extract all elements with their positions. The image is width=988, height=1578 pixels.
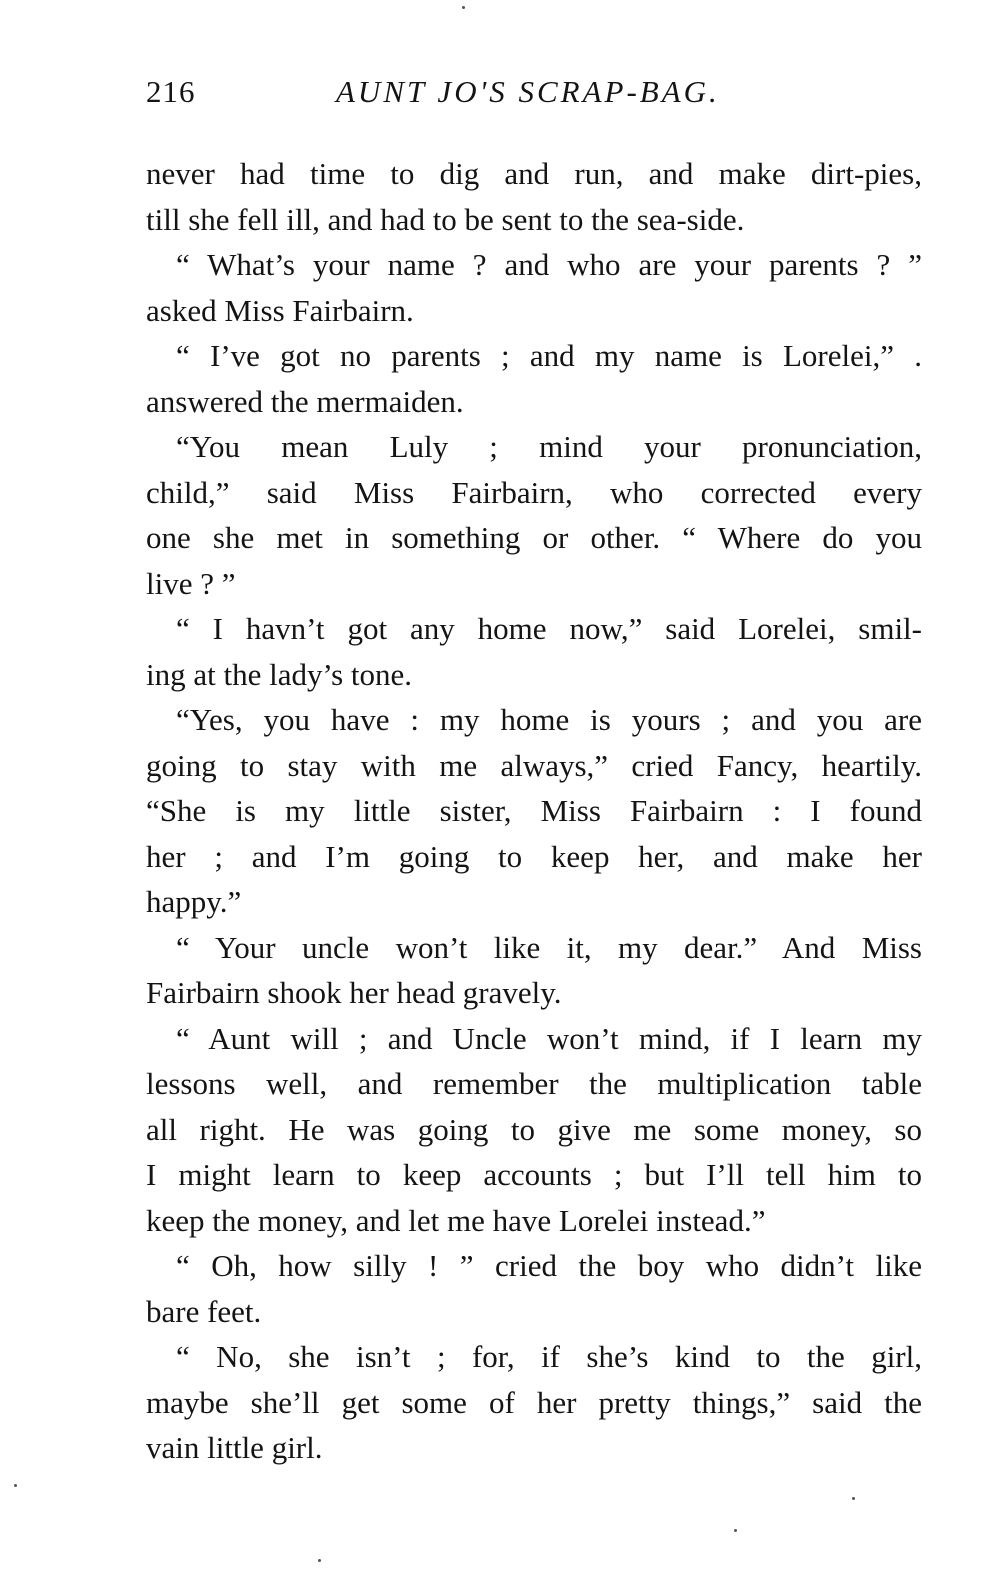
text-line: “Yes, you have : my home is yours ; and you are bbox=[176, 702, 922, 737]
text-line: “She is my little sister, Miss Fairbairn : I found bbox=[146, 793, 922, 828]
text-line: asked Miss Fairbairn. bbox=[146, 292, 414, 328]
text-line: keep the money, and let me have Lorelei instead.” bbox=[146, 1202, 766, 1238]
text-line: lessons well, and remember the multiplication table bbox=[146, 1066, 922, 1101]
text-line: “ No, she isn’t ; for, if she’s kind to the girl, bbox=[176, 1339, 922, 1374]
text-line: vain little girl. bbox=[146, 1430, 323, 1465]
body-text bbox=[146, 151, 922, 1471]
text-line: “ I havn’t got any home now,” said Lorelei, smil- bbox=[176, 611, 922, 646]
text-line: “ Your uncle won’t like it, my dear.” And Miss bbox=[176, 929, 922, 965]
text-line: Fairbairn shook her head gravely. bbox=[146, 975, 562, 1010]
text-line: I might learn to keep accounts ; but I’ll tell him to bbox=[146, 1157, 922, 1192]
paper-speck bbox=[462, 6, 465, 9]
text-line: child,” said Miss Fairbairn, who corrected every bbox=[146, 474, 922, 510]
text-line: till she fell ill, and had to be sent to the sea-side. bbox=[146, 201, 745, 237]
paper-speck bbox=[14, 1484, 17, 1487]
text-line: never had time to dig and run, and make dirt-pies, bbox=[146, 156, 922, 191]
text-line: maybe she’ll get some of her pretty things,” said the bbox=[146, 1384, 922, 1420]
paper-speck bbox=[852, 1497, 855, 1500]
text-line: answered the mermaiden. bbox=[146, 383, 464, 419]
text-line: “ Aunt will ; and Uncle won’t mind, if I learn my bbox=[176, 1020, 922, 1056]
running-title: AUNT JO'S SCRAP-BAG. bbox=[336, 74, 720, 109]
text-line: ing at the lady’s tone. bbox=[146, 656, 413, 692]
text-line: live ? ” bbox=[146, 565, 236, 601]
paper-speck bbox=[318, 1559, 321, 1562]
paper-speck bbox=[734, 1529, 737, 1532]
text-line: “You mean Luly ; mind your pronunciation, bbox=[176, 429, 922, 464]
text-line: “ Oh, how silly ! ” cried the boy who didn’t like bbox=[176, 1248, 922, 1283]
running-head bbox=[146, 74, 926, 114]
text-line: all right. He was going to give me some money, so bbox=[146, 1111, 922, 1147]
text-line: her ; and I’m going to keep her, and make her bbox=[146, 838, 922, 874]
text-line: “ What’s your name ? and who are your parents ? ” bbox=[176, 247, 922, 282]
page-number: 216 bbox=[146, 74, 196, 109]
text-line: going to stay with me always,” cried Fancy, heartily. bbox=[146, 747, 922, 783]
text-line: one she met in something or other. “ Where do you bbox=[146, 520, 922, 555]
text-line: happy.” bbox=[146, 884, 242, 919]
text-line: “ I’ve got no parents ; and my name is Lorelei,” . bbox=[176, 338, 922, 373]
text-line: bare feet. bbox=[146, 1293, 262, 1329]
